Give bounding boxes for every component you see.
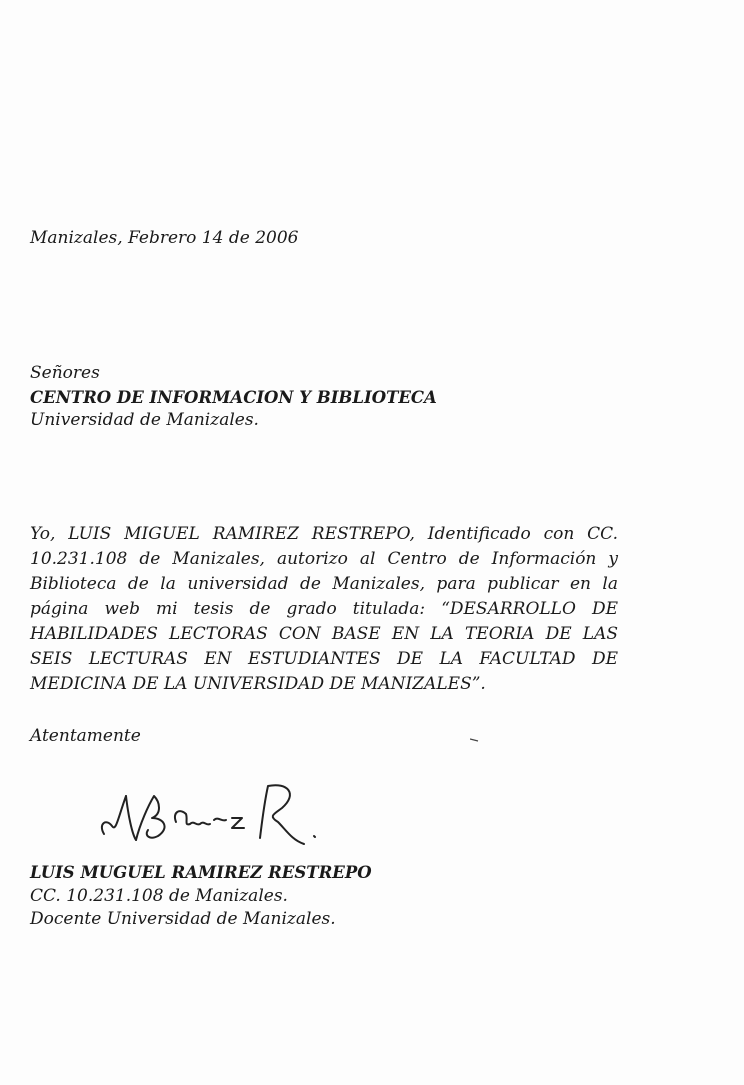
closing: Atentamente (30, 726, 141, 746)
signer-name: LUIS MUGUEL RAMIREZ RESTREPO (30, 863, 372, 882)
handwritten-signature (92, 774, 332, 874)
recipient-org: CENTRO DE INFORMACION Y BIBLIOTECA (30, 388, 437, 407)
ink-speck (470, 738, 480, 742)
letter-body: Yo, LUIS MIGUEL RAMIREZ RESTREPO, Identificado con CC. 10.231.108 de Manizales, autorizo al Centro de Información y Biblioteca de la universidad de Manizales, para publicar en la página web mi tesis de grado titulada: “DESARROLLO DE HABILIDADES LECTORAS CON BASE EN LA TEORIA DE LAS SEIS LECTURAS EN ESTUDIANTES DE LA FACULTAD DE MEDICINA DE LA UNIVERSIDAD DE MANIZALES”. (30, 524, 618, 694)
signer-title: Docente Universidad de Manizales. (30, 909, 336, 929)
place-date: Manizales, Febrero 14 de 2006 (30, 228, 299, 248)
signer-id: CC. 10.231.108 de Manizales. (30, 886, 288, 906)
recipient-university: Universidad de Manizales. (30, 410, 259, 430)
salutation: Señores (30, 363, 100, 383)
